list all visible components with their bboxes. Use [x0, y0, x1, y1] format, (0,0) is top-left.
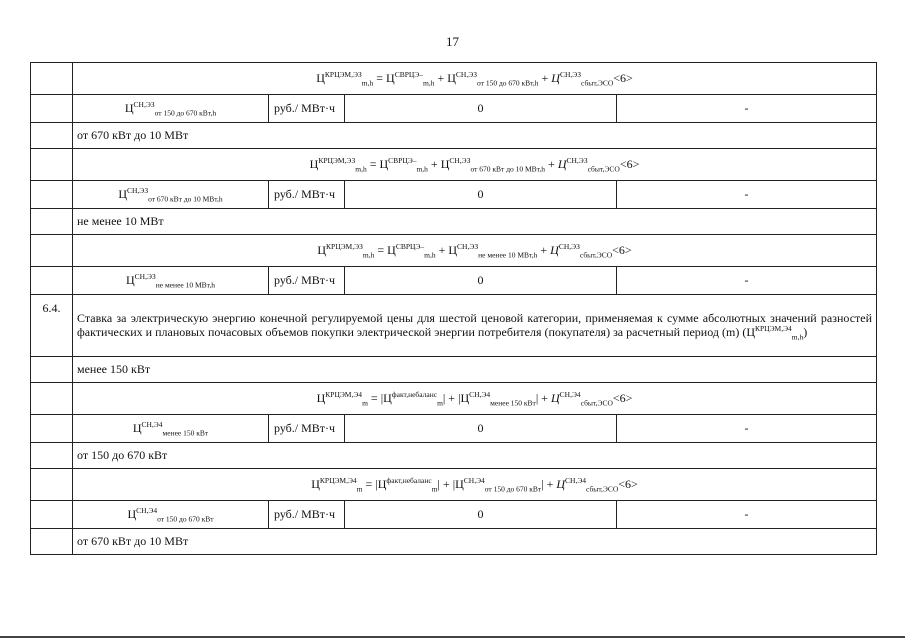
power-band-label: не менее 10 МВт [73, 209, 877, 235]
formula: $Ц^{КРЦЭМ,ЭЗ}_{m,h} = Ц^{СВРЦЭ-}_{m,h} + Ц^{СН,ЭЗ}_{от 670 кВт до 10 МВт,h} + Ц^{СН,ЭЗ}_{сбыт,ЭСО}<6>$ [73, 149, 877, 181]
section-number-cell [31, 63, 73, 95]
dash-cell: - [617, 181, 877, 209]
section-number-cell [31, 357, 73, 383]
formula: $Ц^{КРЦЭМ,ЭЗ}_{m,h} = Ц^{СВРЦЭ-}_{m,h} + Ц^{СН,ЭЗ}_{не менее 10 МВт,h} + Ц^{СН,ЭЗ}_{сбыт,ЭСО}<6>$ [73, 235, 877, 267]
section-number: 6.4. [31, 295, 73, 357]
section-description: Ставка за электрическую энергию конечной регулируемой цены для шестой ценовой категории, применяемая к сумме абсолютных значений разностей фактических и плановых почасовых объемов покупки электрической энергии потребителя (покупателя) за расчетный период (m) $(Ц^{КРЦЭМ,Э4}_{m,h})$ [73, 295, 877, 357]
formula: $Ц^{КРЦЭМ,Э4}_m = |Ц^{факт,небаланс}_m| + |Ц^{СН,Э4}_{от 150 до 670 кВт}| + Ц^{СН,Э4}_{сбыт,ЭСО}<6>$ [73, 469, 877, 501]
power-band-label: от 670 кВт до 10 МВт [73, 529, 877, 555]
power-band-row [31, 123, 877, 149]
section-number-cell [31, 149, 73, 181]
section-number-cell [31, 443, 73, 469]
section-header-row [31, 295, 877, 357]
tariff-value-row [31, 501, 877, 529]
section-number-cell [31, 209, 73, 235]
scan-edge-divider [0, 636, 905, 638]
section-number-cell [31, 267, 73, 295]
value-cell: 0 [345, 415, 617, 443]
power-band-row [31, 357, 877, 383]
section-number-cell [31, 123, 73, 149]
power-band-row [31, 443, 877, 469]
unit-cell: руб./ МВт·ч [269, 267, 345, 295]
section-number-cell [31, 235, 73, 267]
formula-row [31, 63, 877, 95]
section-number-cell [31, 529, 73, 555]
rate-symbol: $Ц^{СН,Э4}_{от 150 до 670 кВт}$ [73, 501, 269, 529]
tariff-value-row [31, 95, 877, 123]
unit-cell: руб./ МВт·ч [269, 181, 345, 209]
section-number-cell [31, 181, 73, 209]
unit-cell: руб./ МВт·ч [269, 95, 345, 123]
tariff-table [30, 62, 877, 555]
tariff-value-row [31, 415, 877, 443]
unit-cell: руб./ МВт·ч [269, 501, 345, 529]
dash-cell: - [617, 501, 877, 529]
unit-cell: руб./ МВт·ч [269, 415, 345, 443]
section-number-cell [31, 501, 73, 529]
dash-cell: - [617, 267, 877, 295]
power-band-label: от 670 кВт до 10 МВт [73, 123, 877, 149]
tariff-value-row [31, 267, 877, 295]
value-cell: 0 [345, 501, 617, 529]
dash-cell: - [617, 95, 877, 123]
value-cell: 0 [345, 181, 617, 209]
rate-symbol: $Ц^{СН,ЭЗ}_{не менее 10 МВт,h}$ [73, 267, 269, 295]
power-band-label: менее 150 кВт [73, 357, 877, 383]
value-cell: 0 [345, 95, 617, 123]
formula: $Ц^{КРЦЭМ,ЭЗ}_{m,h} = Ц^{СВРЦЭ-}_{m,h} + Ц^{СН,ЭЗ}_{от 150 до 670 кВт,h} + Ц^{СН,ЭЗ}_{сбыт,ЭСО}<6>$ [73, 63, 877, 95]
rate-symbol: $Ц^{СН,ЭЗ}_{от 150 до 670 кВт,h}$ [73, 95, 269, 123]
section-number-cell [31, 95, 73, 123]
rate-symbol: $Ц^{СН,ЭЗ}_{от 670 кВт до 10 МВт,h}$ [73, 181, 269, 209]
formula-row [31, 235, 877, 267]
page-number: 17 [446, 34, 459, 49]
section-number-cell [31, 383, 73, 415]
power-band-row [31, 209, 877, 235]
dash-cell: - [617, 415, 877, 443]
formula-row [31, 383, 877, 415]
power-band-label: от 150 до 670 кВт [73, 443, 877, 469]
formula-row [31, 469, 877, 501]
rate-symbol: $Ц^{СН,Э4}_{менее 150 кВт}$ [73, 415, 269, 443]
formula-row [31, 149, 877, 181]
tariff-value-row [31, 181, 877, 209]
value-cell: 0 [345, 267, 617, 295]
section-number-cell [31, 469, 73, 501]
section-number-cell [31, 415, 73, 443]
power-band-row [31, 529, 877, 555]
formula: $Ц^{КРЦЭМ,Э4}_m = |Ц^{факт,небаланс}_m| + |Ц^{СН,Э4}_{менее 150 кВт}| + Ц^{СН,Э4}_{сбыт,ЭСО}<6>$ [73, 383, 877, 415]
